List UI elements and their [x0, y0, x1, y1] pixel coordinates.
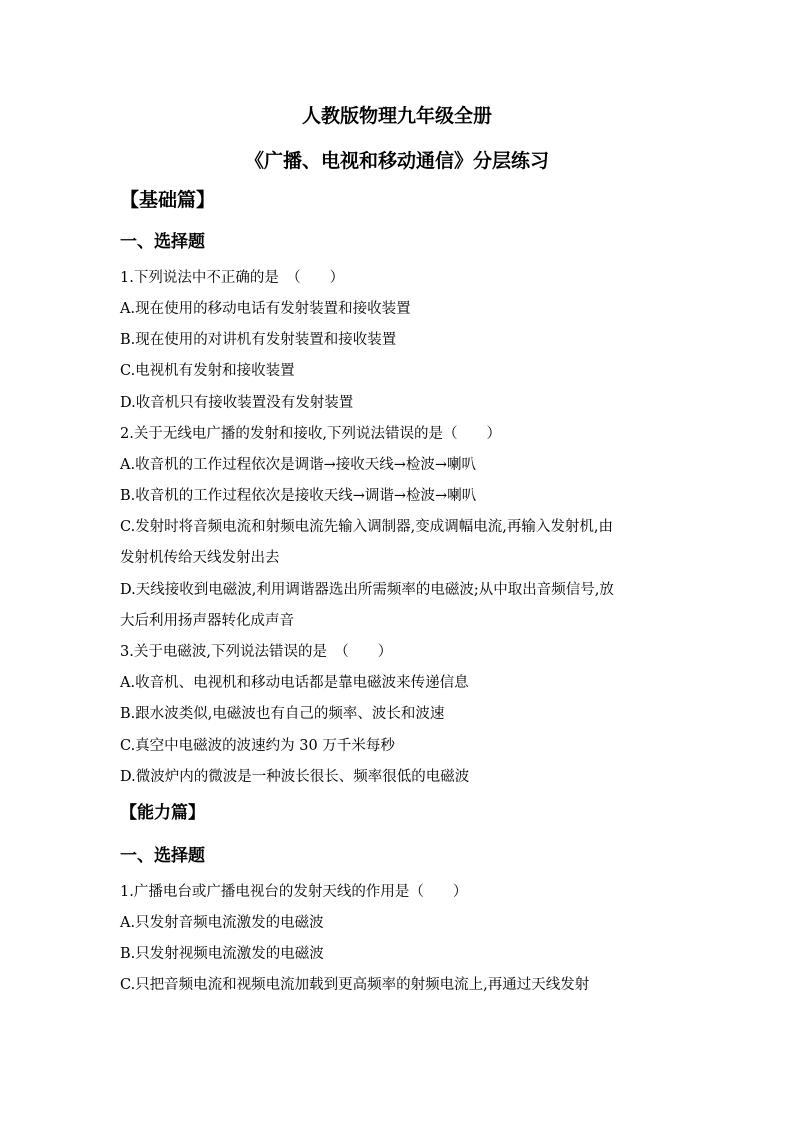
ability-question-1: 1.广播电台或广播电视台的发射天线的作用是（ ）: [120, 884, 468, 900]
option-2c-cont: 发射机传给天线发射出去: [120, 550, 280, 566]
option-3d: D.微波炉内的微波是一种波长很长、频率很低的电磁波: [120, 769, 470, 785]
option-1a: A.现在使用的移动电话有发射装置和接收装置: [120, 301, 411, 317]
option-1b: B.现在使用的对讲机有发射装置和接收装置: [120, 332, 397, 348]
option-2c: C.发射时将音频电流和射频电流先输入调制器,变成调幅电流,再输入发射机,由: [120, 519, 614, 535]
question-3: 3.关于电磁波,下列说法错误的是 （ ）: [120, 644, 393, 660]
option-1d: D.收音机只有接收装置没有发射装置: [120, 395, 354, 411]
heading-choice-basic: 一、选择题: [120, 232, 205, 252]
ability-option-1b: B.只发射视频电流激发的电磁波: [120, 946, 324, 962]
option-3c: C.真空中电磁波的波速约为 30 万千米每秒: [120, 738, 395, 754]
document-subtitle: 《广播、电视和移动通信》分层练习: [244, 150, 549, 172]
question-2: 2.关于无线电广播的发射和接收,下列说法错误的是（ ）: [120, 426, 501, 442]
section-basic: 【基础篇】: [120, 189, 216, 211]
option-2b: B.收音机的工作过程依次是接收天线→调谐→检波→喇叭: [120, 488, 477, 504]
question-1: 1.下列说法中不正确的是 （ ）: [120, 270, 345, 286]
option-2a: A.收音机的工作过程依次是调谐→接收天线→检波→喇叭: [120, 457, 477, 473]
option-3b: B.跟水波类似,电磁波也有自己的频率、波长和波速: [120, 706, 445, 722]
option-2d: D.天线接收到电磁波,利用调谐器选出所需频率的电磁波;从中取出音频信号,放: [120, 582, 614, 598]
section-ability: 【能力篇】: [120, 803, 205, 823]
ability-option-1a: A.只发射音频电流激发的电磁波: [120, 915, 324, 931]
option-3a: A.收音机、电视机和移动电话都是靠电磁波来传递信息: [120, 675, 469, 691]
heading-choice-ability: 一、选择题: [120, 846, 205, 866]
option-2d-cont: 大后利用扬声器转化成声音: [120, 613, 294, 629]
option-1c: C.电视机有发射和接收装置: [120, 363, 295, 379]
ability-option-1c: C.只把音频电流和视频电流加载到更高频率的射频电流上,再通过天线发射: [120, 977, 590, 993]
document-title: 人教版物理九年级全册: [301, 105, 492, 127]
